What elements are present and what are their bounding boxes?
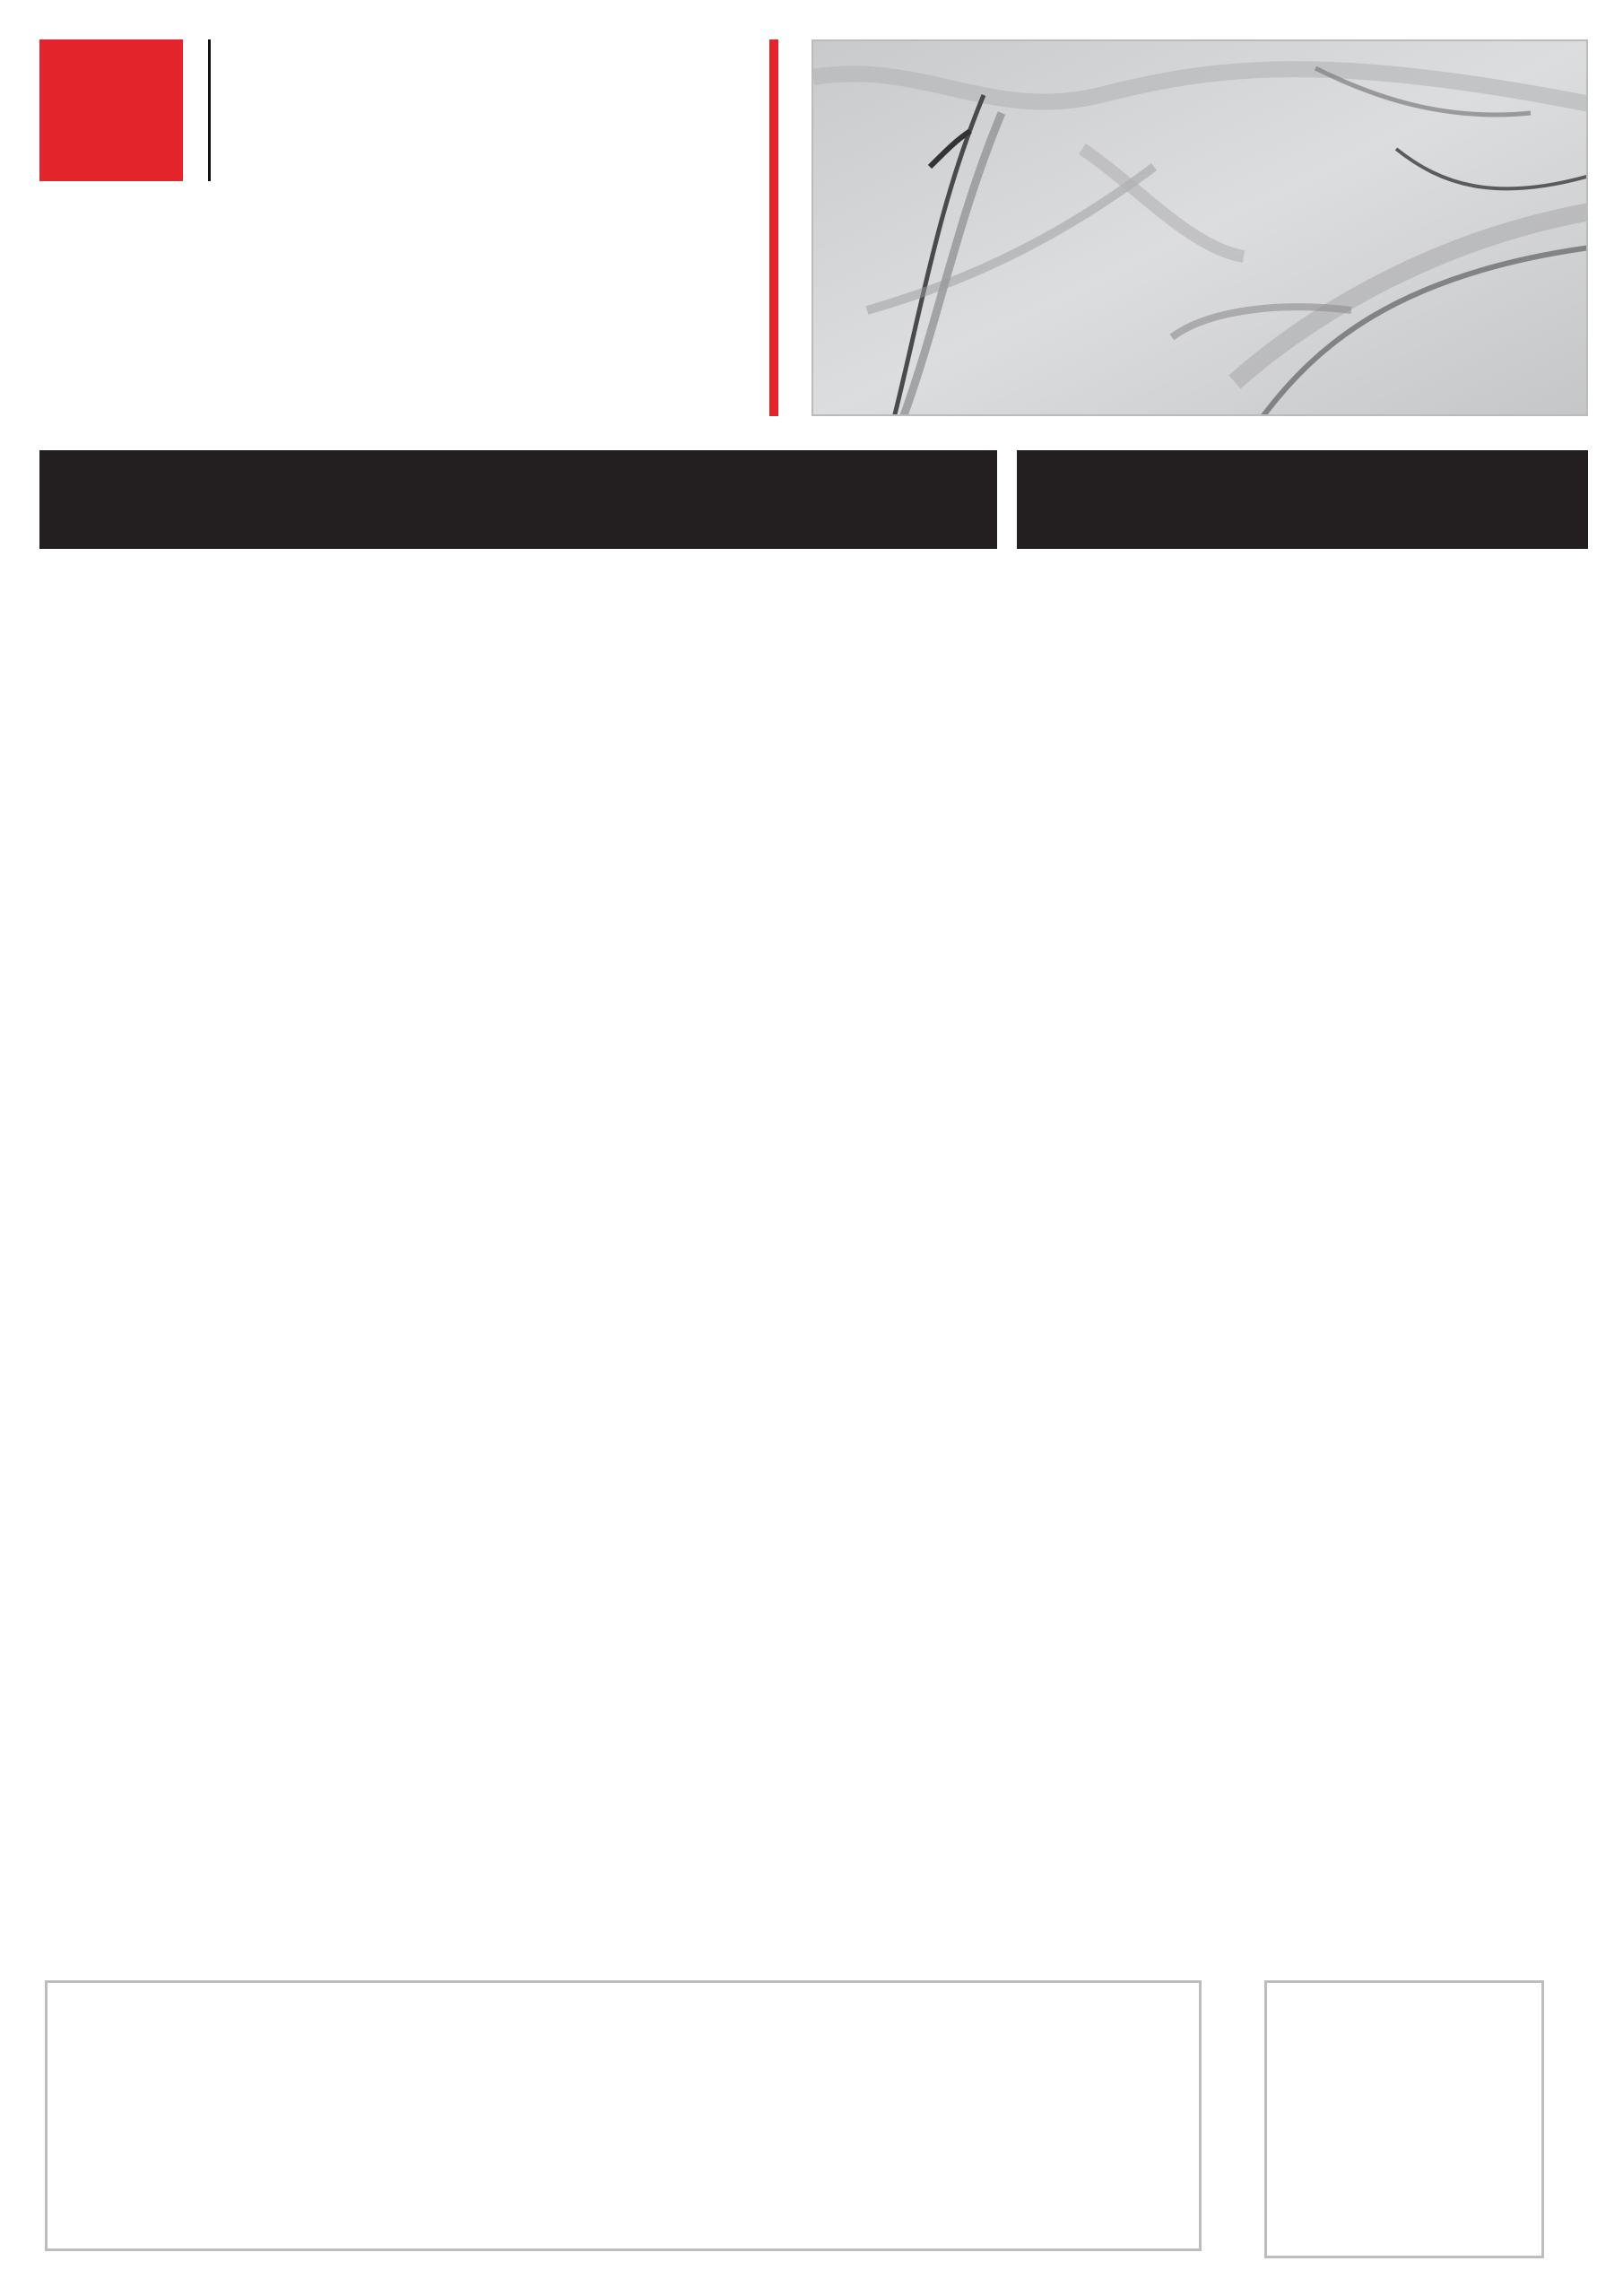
maintenance-box [45,1980,1202,2251]
qr-code-icon[interactable] [1285,2000,1523,2239]
maintenance-item [70,2135,95,2167]
maintenance-item [70,2193,95,2225]
brand-logo [39,39,183,181]
maintenance-item [70,2076,95,2109]
qr-code-frame[interactable] [1264,1980,1544,2258]
stone-texture [813,41,1588,416]
application-header [39,450,997,549]
stone-sample-image [812,39,1588,416]
accent-divider [769,39,778,416]
specification-header [1017,450,1588,549]
logo-mark-graphic [39,39,183,181]
maintenance-item [70,2018,95,2050]
logo-divider [208,39,211,181]
